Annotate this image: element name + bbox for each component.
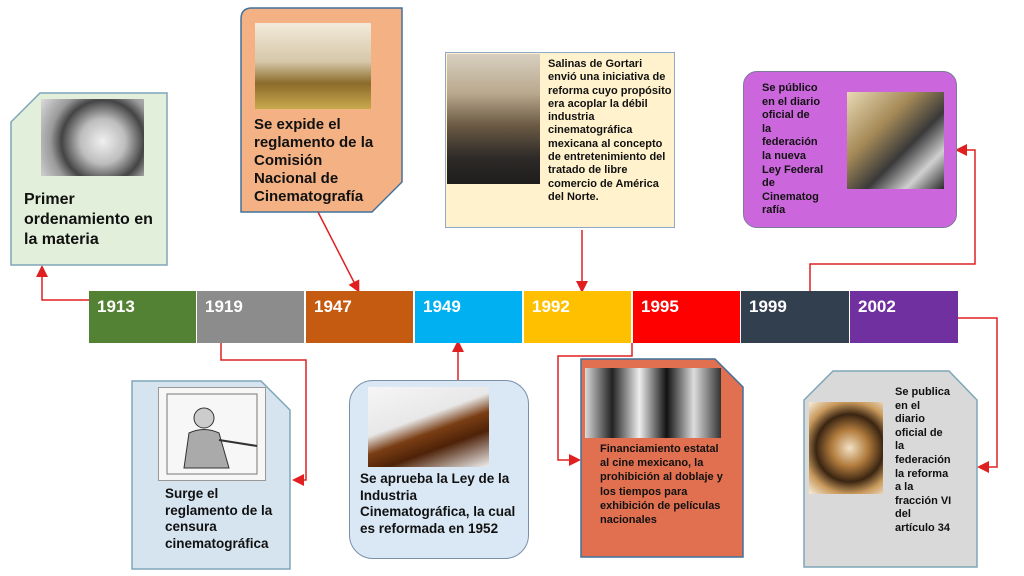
text-line: Se publica	[895, 386, 951, 398]
year-label: 1949	[423, 297, 461, 316]
text-line: Se expide el	[254, 116, 341, 133]
text-line: Nacional de	[254, 170, 339, 187]
books-scale-icon	[255, 23, 371, 109]
event-text-1992: Salinas de Gortari envió una iniciativa de reforma cuyo propósito era acoplar la débil industria cinematográfica mexicana al concepto de entretenimiento del tratado de libre comercio de América del Norte.	[548, 58, 672, 203]
event-text-1999	[762, 82, 846, 218]
censor-sketch-icon	[158, 387, 266, 481]
text-line: de	[762, 177, 775, 190]
year-label: 1992	[532, 297, 570, 316]
event-card-1999	[743, 71, 957, 228]
text-line: federación	[895, 453, 951, 466]
text-line: Ley Federal	[762, 163, 824, 176]
event-text-1995: Financiamiento estatal al cine mexicano, la prohibición al doblaje y los tiempos para exhibición de películas nacionales	[600, 443, 723, 527]
event-text-1913: Primer ordenamiento en la materia	[24, 191, 153, 248]
text-line: oficial de	[895, 426, 943, 439]
year-label: 1999	[749, 297, 787, 316]
film-reel-icon	[41, 99, 144, 176]
year-1919	[197, 291, 304, 343]
text-line: Cinematografía	[254, 188, 364, 205]
year-1947	[306, 291, 413, 343]
text-line: la nueva	[762, 149, 807, 162]
sketch-figure	[159, 388, 265, 480]
text-line: la	[762, 122, 772, 135]
year-1992	[524, 291, 631, 343]
event-text-1947	[254, 116, 390, 206]
event-text-2002	[895, 386, 975, 536]
movie-books-icon	[847, 92, 944, 189]
gavel-icon	[368, 387, 489, 467]
year-1995	[633, 291, 740, 343]
cartoon-characters-icon	[585, 368, 721, 438]
year-2002	[850, 291, 958, 343]
film-reel-2-icon	[809, 402, 883, 494]
year-label: 2002	[858, 297, 896, 316]
text-line: a la	[895, 481, 914, 494]
president-portrait-icon	[447, 54, 540, 184]
text-line: en el	[895, 399, 921, 412]
year-label: 1947	[314, 297, 352, 316]
text-line: diario	[895, 413, 925, 426]
event-card-1919	[131, 380, 291, 570]
text-line: del	[895, 508, 911, 521]
year-label: 1995	[641, 297, 679, 316]
event-card-2002	[803, 370, 978, 568]
event-card-1949	[349, 380, 529, 559]
text-line: la reforma	[895, 467, 949, 480]
text-line: artículo 34	[895, 521, 951, 534]
year-1949	[415, 291, 522, 343]
event-card-1995	[580, 358, 744, 558]
text-line: Cinematog	[762, 190, 819, 203]
text-line: reglamento de la	[254, 134, 374, 151]
event-text-1919: Surge el reglamento de la censura cinematográfica	[165, 486, 273, 551]
year-1913	[89, 291, 196, 343]
text-line: oficial de	[762, 109, 810, 122]
event-card-1913	[10, 92, 168, 266]
text-line: fracción VI	[895, 494, 952, 507]
text-line: federación	[762, 136, 818, 149]
event-card-1992	[445, 52, 675, 228]
year-1999	[741, 291, 849, 343]
event-card-1947	[240, 7, 403, 213]
year-label: 1919	[205, 297, 243, 316]
text-line: la	[895, 440, 905, 453]
event-text-1949: Se aprueba la Ley de la Industria Cinematográfica, la cual es reformada en 1952	[360, 471, 516, 536]
text-line: en el diario	[762, 95, 821, 108]
year-label: 1913	[97, 297, 135, 316]
text-line: Comisión	[254, 152, 323, 169]
text-line: rafía	[762, 204, 786, 217]
text-line: Se público	[762, 82, 818, 94]
